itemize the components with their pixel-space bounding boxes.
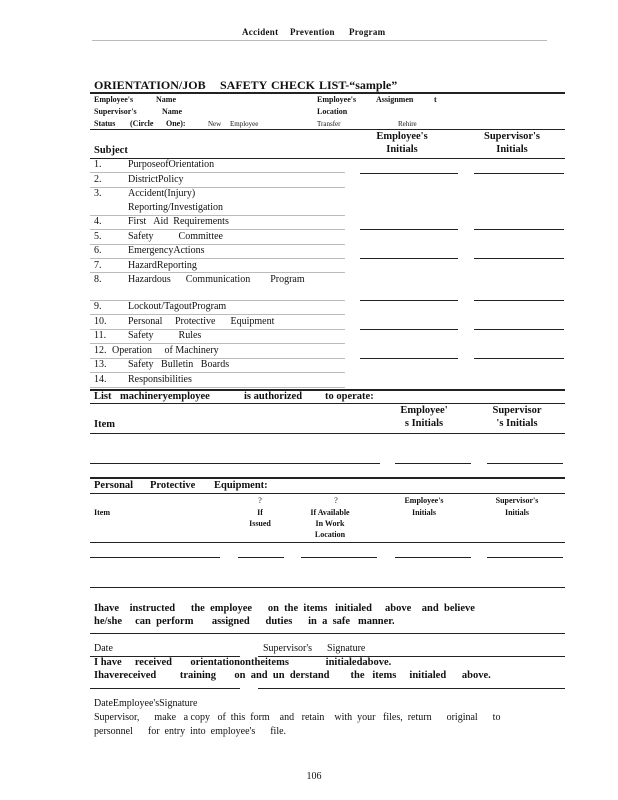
subject-label: Safety Rules — [128, 330, 202, 341]
subject-number: 8. — [94, 274, 102, 285]
status-option-rehire[interactable]: Rehire — [398, 120, 417, 128]
ppe-header-rule — [90, 542, 565, 543]
subject-row-divider — [90, 329, 345, 330]
machinery-list-b: machineryemployee — [120, 391, 210, 402]
subject-row-divider — [90, 258, 345, 259]
title-orientation: ORIENTATION/JOB — [94, 78, 206, 92]
ppe-available-2: In Work — [315, 519, 345, 528]
ppe-if-issued-1: If — [257, 508, 263, 517]
subject-label: EmergencyActions — [128, 245, 205, 256]
subject-number: 11. — [94, 330, 107, 341]
title-check: CHECK — [271, 78, 316, 92]
date-label: Date — [94, 643, 113, 654]
initials-line[interactable] — [360, 329, 458, 330]
subject-number: 10. — [94, 316, 107, 327]
initials-line[interactable] — [474, 173, 564, 174]
emp-assign-label-a: Employee's — [317, 95, 357, 104]
info-rule — [90, 129, 565, 130]
machinery-item-line[interactable] — [90, 463, 380, 464]
subject-label: HazardReporting — [128, 260, 197, 271]
ppe-top-rule — [90, 477, 565, 479]
machinery-list-d: to operate: — [325, 391, 374, 402]
subject-label: Operation of Machinery — [112, 345, 219, 356]
subject-label: First Aid Requirements — [128, 216, 229, 227]
subject-number: 14. — [94, 374, 107, 385]
subject-row-divider — [90, 387, 345, 388]
subject-label: Hazardous Communication Program — [128, 274, 305, 285]
initials-line[interactable] — [360, 358, 458, 359]
title-list: LIST-“sample” — [319, 78, 398, 92]
emp-initials-header-1: Employee's — [376, 131, 428, 142]
machinery-list-c: is authorized — [244, 391, 303, 402]
initials-line[interactable] — [360, 229, 458, 230]
ppe-if-issued-2: Issued — [249, 519, 271, 528]
header-mid: Prevention — [290, 27, 335, 37]
subject-row-divider — [90, 314, 345, 315]
subject-row-divider — [90, 372, 345, 373]
sup-name-label-a: Supervisor's — [94, 107, 137, 116]
machinery-sup-initials-2: 's Initials — [496, 418, 538, 429]
subject-row-divider — [90, 244, 345, 245]
supervisor-copy-instructions-2: personnel for entry into employee's file. — [94, 726, 287, 737]
header-right: Program — [349, 27, 386, 37]
machinery-header-rule — [90, 433, 565, 434]
emp-date-line[interactable] — [90, 688, 240, 689]
status-option-new[interactable]: New — [208, 120, 222, 128]
machinery-emp-initials-1: Employee' — [400, 405, 448, 416]
ppe-issued-line[interactable] — [238, 557, 284, 558]
status-option-employee[interactable]: Employee — [230, 120, 259, 128]
subject-row-divider — [90, 215, 345, 216]
instructor-statement-line1: Ihave instructed the employee on the items initialed above and believe — [94, 603, 475, 614]
ppe-emp-initials-2: Initials — [411, 508, 436, 517]
ppe-bottom-rule — [90, 587, 565, 588]
sup-name-label-b: Name — [162, 107, 182, 116]
title-safety: SAFETY — [220, 78, 268, 92]
sup-initials-header-2: Initials — [496, 144, 528, 155]
machinery-sup-line[interactable] — [487, 463, 563, 464]
subject-label: DistrictPolicy — [128, 174, 184, 185]
subject-number: 12. — [94, 345, 107, 356]
employee-signature-line[interactable] — [258, 688, 565, 689]
machinery-list-a: List — [94, 391, 112, 402]
subject-row-divider — [90, 187, 345, 188]
subject-row-divider — [90, 229, 345, 230]
ppe-item-line[interactable] — [90, 557, 220, 558]
subject-number: 5. — [94, 231, 102, 242]
initials-line[interactable] — [474, 300, 564, 301]
ppe-title-a: Personal — [94, 480, 134, 491]
initials-line[interactable] — [360, 300, 458, 301]
supervisor-copy-instructions-1: Supervisor, make a copy of this form and retain with your files, return original to — [94, 712, 501, 723]
subject-row-divider — [90, 358, 345, 359]
status-label-c: One): — [166, 119, 186, 128]
subject-label: Reporting/Investigation — [128, 202, 223, 213]
title-rule — [90, 92, 565, 94]
ppe-issued-check-icon: ? — [258, 496, 262, 505]
emp-assign-label-b: Assignmen — [376, 95, 414, 104]
initials-line[interactable] — [360, 173, 458, 174]
subject-number: 4. — [94, 216, 102, 227]
ppe-available-1: If Available — [310, 508, 350, 517]
emp-name-label-a: Employee's — [94, 95, 134, 104]
ppe-available-line[interactable] — [301, 557, 377, 558]
subject-label: Responsibilities — [128, 374, 192, 385]
initials-line[interactable] — [474, 258, 564, 259]
machinery-item-header: Item — [94, 419, 115, 430]
ppe-sup-initials-2: Initials — [504, 508, 529, 517]
subject-number: 3. — [94, 188, 102, 199]
initials-line[interactable] — [474, 329, 564, 330]
ppe-available-check-icon: ? — [334, 496, 338, 505]
subject-number: 9. — [94, 301, 102, 312]
machinery-emp-initials-2: s Initials — [404, 418, 444, 429]
ppe-title-c: Equipment: — [214, 480, 268, 491]
subject-row-divider — [90, 300, 345, 301]
initials-line[interactable] — [474, 229, 564, 230]
initials-line[interactable] — [474, 358, 564, 359]
status-option-transfer[interactable]: Transfer — [317, 120, 341, 128]
ppe-sub-rule — [90, 493, 565, 494]
status-label-a: Status — [94, 119, 116, 128]
machinery-emp-line[interactable] — [395, 463, 471, 464]
subject-label: Personal Protective Equipment — [128, 316, 275, 327]
subject-label: Safety Bulletin Boards — [128, 359, 230, 370]
instructor-statement-line2: he/she can perform assigned duties in a safe manner. — [94, 616, 395, 627]
machinery-sup-initials-1: Supervisor — [492, 405, 542, 416]
emp-initials-header-2: Initials — [386, 144, 418, 155]
subject-number: 7. — [94, 260, 102, 271]
ppe-emp-line[interactable] — [395, 557, 471, 558]
statement-rule — [90, 633, 565, 634]
subject-header: Subject — [94, 145, 128, 156]
ppe-sup-line[interactable] — [487, 557, 563, 558]
status-label-b: (Circle — [130, 119, 154, 128]
employee-received-orientation: I have received orientationontheitems initialedabove. — [94, 657, 392, 668]
ppe-emp-initials-1: Employee's — [404, 496, 444, 505]
header-rule — [92, 40, 547, 41]
employee-received-training: Ihavereceived training on and un derstand the items initialed above. — [94, 670, 491, 681]
header-left: Accident — [242, 27, 279, 37]
date-employee-signature-label: DateEmployee'sSignature — [94, 698, 198, 709]
subject-number: 13. — [94, 359, 107, 370]
subject-number: 1. — [94, 159, 102, 170]
emp-assign-label-c: t — [434, 95, 437, 104]
page-number: 106 — [306, 771, 322, 782]
ppe-available-3: Location — [314, 530, 346, 539]
subject-number: 2. — [94, 174, 102, 185]
subject-row-divider — [90, 172, 345, 173]
ppe-title-b: Protective — [150, 480, 196, 491]
subject-number: 6. — [94, 245, 102, 256]
sup-initials-header-1: Supervisor's — [483, 131, 540, 142]
location-label: Location — [317, 107, 348, 116]
initials-line[interactable] — [360, 258, 458, 259]
subject-label: Lockout/TagoutProgram — [128, 301, 227, 312]
ppe-sup-initials-1: Supervisor's — [495, 496, 539, 505]
subject-row-divider — [90, 343, 345, 344]
subject-label: PurposeofOrientation — [128, 159, 215, 170]
subject-row-divider — [90, 272, 345, 273]
subject-label: Accident(Injury) — [128, 188, 196, 199]
emp-name-label-b: Name — [156, 95, 176, 104]
supervisor-signature-label: Supervisor's Signature — [263, 643, 366, 654]
machinery-sub-rule — [90, 403, 565, 404]
subject-label: Safety Committee — [128, 231, 223, 242]
ppe-item-header: Item — [94, 508, 110, 517]
